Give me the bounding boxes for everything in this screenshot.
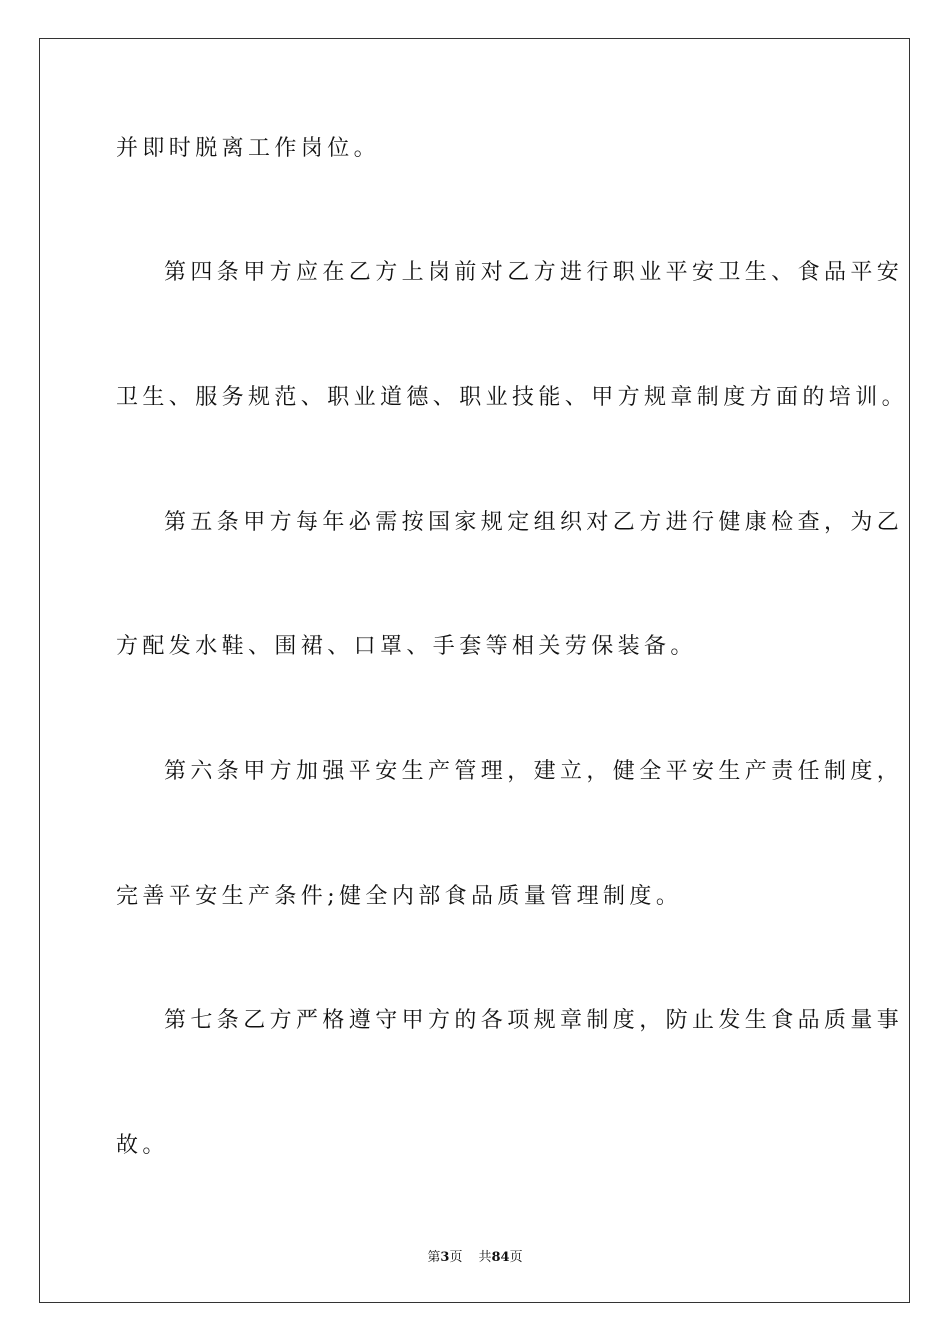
paragraph-line: 第五条甲方每年必需按国家规定组织对乙方进行健康检查，为乙: [164, 510, 904, 535]
page-border: [39, 38, 910, 1303]
page-suffix: 页: [449, 1250, 463, 1265]
page-prefix: 第: [427, 1250, 441, 1265]
paragraph-line: 第四条甲方应在乙方上岗前对乙方进行职业平安卫生、食品平安: [164, 260, 904, 285]
paragraph-line: 第六条甲方加强平安生产管理，建立，健全平安生产责任制度，: [164, 759, 904, 784]
total-suffix: 页: [509, 1250, 523, 1265]
paragraph-line: 方配发水鞋、围裙、口罩、手套等相关劳保装备。: [116, 634, 697, 659]
paragraph-line: 完善平安生产条件;健全内部食品质量管理制度。: [116, 884, 683, 909]
paragraph-line: 第七条乙方严格遵守甲方的各项规章制度，防止发生食品质量事: [164, 1008, 904, 1033]
total-prefix: 共: [478, 1250, 492, 1265]
paragraph-line: 故。: [116, 1133, 169, 1158]
paragraph-line: 并即时脱离工作岗位。: [116, 136, 381, 161]
total-pages: 84: [491, 1250, 510, 1265]
page-footer: [0, 1246, 950, 1265]
paragraph-line: 卫生、服务规范、职业道德、职业技能、甲方规章制度方面的培训。: [116, 385, 909, 410]
page-number: 3: [440, 1250, 450, 1265]
